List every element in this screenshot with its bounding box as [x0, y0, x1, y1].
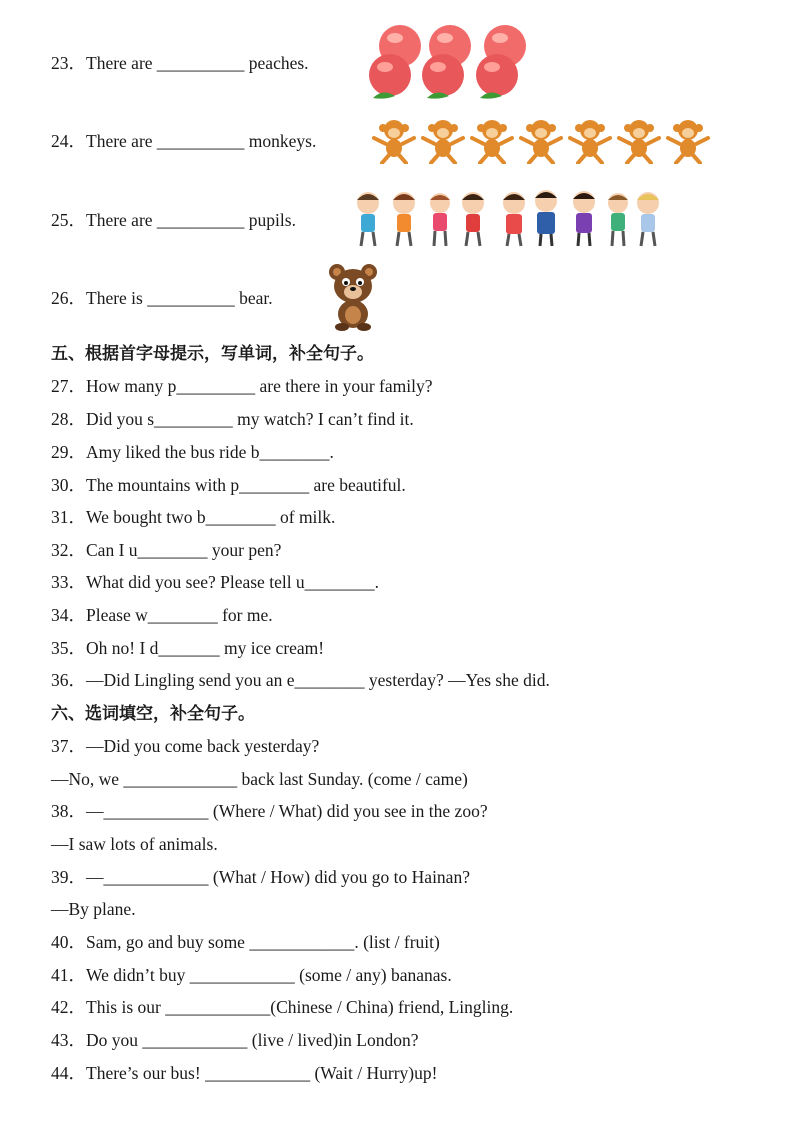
- monkey-icon: [374, 120, 708, 163]
- question-37-answer-line: —No, we _____________ back last Sunday. (come / came): [51, 769, 468, 789]
- question-23: 23．There are __________ peaches.: [51, 53, 309, 73]
- question-43-line: 43．Do you ____________ (live / lived)in London?: [51, 1030, 419, 1050]
- bear-icon: [329, 264, 377, 331]
- question-42-line: 42．This is our ____________(Chinese / China) friend, Lingling.: [51, 997, 514, 1017]
- question-35: 35．Oh no! I d_______ my ice cream!: [51, 638, 325, 658]
- question-28: 28．Did you s_________ my watch? I can’t find it.: [51, 409, 414, 429]
- question-29: 29．Amy liked the bus ride b________.: [51, 442, 334, 462]
- peaches-picture: [365, 20, 540, 102]
- question-38-answer-line: —I saw lots of animals.: [51, 834, 218, 854]
- question-37-line: 37．—Did you come back yesterday?: [51, 736, 320, 756]
- peach-icon: [369, 25, 526, 99]
- question-32: 32．Can I u________ your pen?: [51, 540, 282, 560]
- monkeys-picture: [372, 118, 717, 164]
- section-5-heading: 五、根据首字母提示，写单词，补全句子。: [51, 344, 374, 364]
- question-39-line: 39．—____________ (What / How) did you go to Hainan?: [51, 867, 470, 887]
- question-41-line: 41．We didn’t buy ____________ (some / any) bananas.: [51, 965, 452, 985]
- question-44-line: 44．There’s our bus! ____________ (Wait / Hurry)up!: [51, 1063, 438, 1083]
- question-31: 31．We bought two b________ of milk.: [51, 507, 336, 527]
- question-24: 24．There are __________ monkeys.: [51, 131, 317, 151]
- question-27: 27．How many p_________ are there in your family?: [51, 376, 433, 396]
- section-6-heading: 六、选词填空，补全句子。: [51, 704, 255, 724]
- pupils-picture: [352, 188, 662, 250]
- question-26: 26．There is __________ bear.: [51, 288, 273, 308]
- question-25: 25．There are __________ pupils.: [51, 210, 296, 230]
- question-33: 33．What did you see? Please tell u________.: [51, 572, 380, 592]
- question-36: 36．—Did Lingling send you an e________ yesterday? —Yes she did.: [51, 670, 550, 690]
- question-40-line: 40．Sam, go and buy some ____________. (list / fruit): [51, 932, 440, 952]
- question-38-line: 38．—____________ (Where / What) did you see in the zoo?: [51, 801, 488, 821]
- pupil-icon: [357, 190, 659, 246]
- question-30: 30．The mountains with p________ are beautiful.: [51, 475, 406, 495]
- bear-picture: [328, 262, 378, 332]
- question-39-answer-line: —By plane.: [51, 899, 136, 919]
- question-34: 34．Please w________ for me.: [51, 605, 273, 625]
